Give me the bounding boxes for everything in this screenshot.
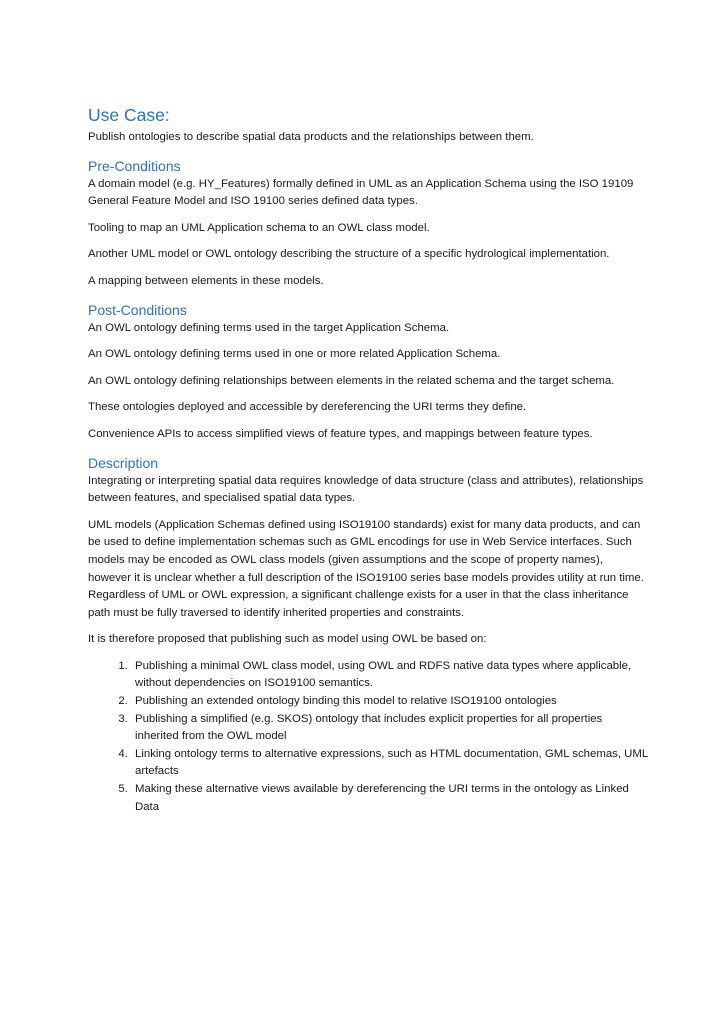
description-paragraph: It is therefore proposed that publishing such as model using OWL be based on:: [88, 633, 487, 646]
pre-condition-paragraph: A mapping between elements in these models.: [88, 274, 324, 287]
description-paragraph: Integrating or interpreting spatial data requires knowledge of data structure (class and attributes), relationships between features, and specialised spatial data types.: [88, 474, 644, 505]
description-heading: Description: [88, 454, 159, 471]
pre-condition-paragraph: Tooling to map an UML Application schema to an OWL class model.: [88, 221, 430, 234]
pre-condition-paragraph: Another UML model or OWL ontology describing the structure of a specific hydrological implementation.: [88, 248, 610, 261]
list-item: 5. Making these alternative views available by dereferencing the URI terms in the ontology as Linked Data: [131, 781, 648, 816]
pre-conditions-heading: Pre-Conditions: [88, 157, 181, 174]
list-item: 3. Publishing a simplified (e.g. SKOS) ontology that includes explicit properties for all properties inherited from the OWL model: [131, 711, 648, 746]
use-case-title: Use Case:: [88, 105, 170, 125]
description-paragraph: UML models (Application Schemas defined using ISO19100 standards) exist for many data products, and can be used to define implementation schemas such as GML encodings for use in Web Service interfaces. Such models may be encoded as OWL class models (given assumptions and the scope of property names), however it is unclear whether a full description of the ISO19100 series base models provides utility at run time. Regardless of UML or OWL expression, a significant challenge exists for a user in that the class inheritance path must be fully traversed to identify inherited properties and constraints.: [88, 518, 644, 619]
post-condition-paragraph: Convenience APIs to access simplified views of feature types, and mappings between feature types.: [88, 427, 593, 440]
post-condition-paragraph: These ontologies deployed and accessible by dereferencing the URI terms they define.: [88, 401, 527, 414]
list-item: 1. Publishing a minimal OWL class model, using OWL and RDFS native data types where applicable, without dependencies on ISO19100 semantics.: [131, 658, 648, 693]
use-case-summary: Publish ontologies to describe spatial data products and the relationships between them.: [88, 131, 534, 143]
post-conditions-heading: Post-Conditions: [88, 301, 187, 318]
post-condition-paragraph: An OWL ontology defining relationships between elements in the related schema and the target schema.: [88, 374, 615, 387]
list-item: 4. Linking ontology terms to alternative expressions, such as HTML documentation, GML schemas, UML artefacts: [131, 746, 648, 781]
post-condition-paragraph: An OWL ontology defining terms used in the target Application Schema.: [88, 321, 450, 334]
document-page: [88, 104, 648, 816]
post-condition-paragraph: An OWL ontology defining terms used in one or more related Application Schema.: [88, 348, 501, 361]
proposal-list: [88, 658, 648, 816]
list-item: 2. Publishing an extended ontology binding this model to relative ISO19100 ontologies: [131, 693, 648, 711]
pre-condition-paragraph: A domain model (e.g. HY_Features) formally defined in UML as an Application Schema using the ISO 19109 General Feature Model and ISO 19100 series defined data types.: [88, 177, 634, 208]
